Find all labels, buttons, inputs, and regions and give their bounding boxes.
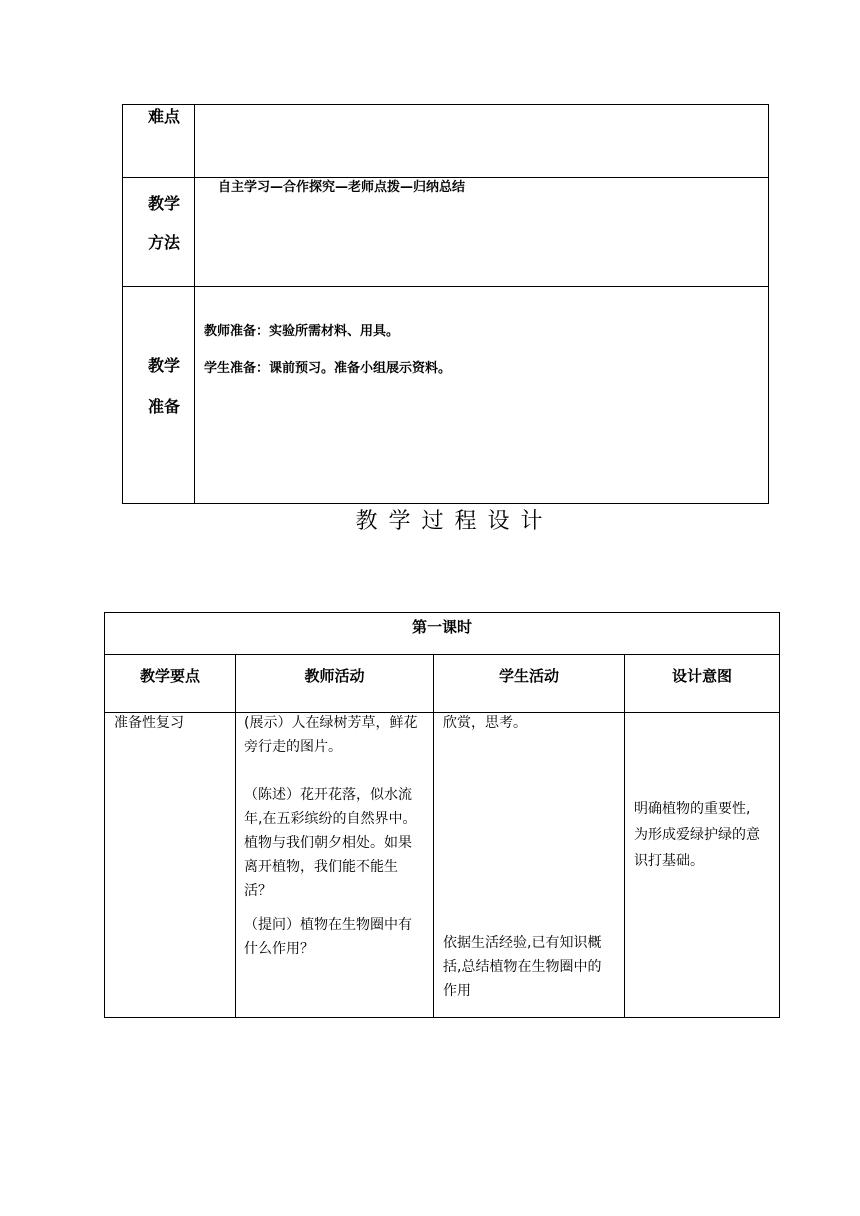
teacher-line: 旁行走的图片。 — [244, 739, 342, 755]
header-student-activity: 学生活动 — [498, 667, 559, 685]
teacher-line: （提问）植物在生物圈中有 — [244, 917, 412, 933]
table-border-top — [122, 104, 769, 105]
header-design-intent: 设计意图 — [671, 667, 732, 685]
student-activity-top: 欣赏，思考。 — [443, 715, 527, 731]
teaching-point-cell: 准备性复习 — [114, 715, 184, 731]
table-row-divider — [122, 177, 769, 178]
teacher-prep-text: 教师准备：实验所需材料、用具。 — [204, 324, 400, 339]
row-label-prep-line1: 教学 — [148, 356, 181, 375]
student-prep-text: 学生准备：课前预习。准备小组展示资料。 — [204, 361, 452, 376]
intent-line: 识打基础。 — [634, 853, 704, 869]
teacher-line: 什么作用？ — [244, 941, 314, 957]
table-column-divider — [624, 654, 625, 1018]
teacher-activity-cell — [244, 713, 430, 963]
header-teacher-activity: 教师活动 — [304, 667, 365, 685]
header-teaching-point: 教学要点 — [139, 667, 200, 685]
table-border-bottom — [122, 503, 769, 504]
table-border-right — [768, 104, 769, 504]
method-content: 自主学习—合作探究—老师点拨—归纳总结 — [218, 180, 466, 195]
row-label-prep-line2: 准备 — [148, 397, 181, 416]
intent-line: 为形成爱绿护绿的意 — [634, 827, 760, 843]
table-column-divider — [235, 654, 236, 1018]
table-border-bottom — [104, 1017, 780, 1018]
table-column-divider — [433, 654, 434, 1018]
table-row-divider — [104, 654, 780, 655]
table-border-right — [779, 612, 780, 1018]
table-border-top — [104, 612, 780, 613]
teacher-line: 离开植物，我们能不能生 — [244, 859, 398, 875]
section-title: 教 学 过 程 设 计 — [355, 509, 545, 534]
teacher-line: （陈述）花开花落，似水流 — [244, 787, 412, 803]
design-intent-cell — [634, 799, 778, 877]
table-row-divider — [104, 712, 780, 713]
table-row-divider — [122, 286, 769, 287]
table-column-divider — [194, 104, 195, 504]
student-line: 括,总结植物在生物圈中的 — [443, 959, 602, 975]
intent-line: 明确植物的重要性, — [634, 801, 751, 817]
row-label-difficulty: 难点 — [148, 107, 181, 126]
row-label-method-line1: 教学 — [148, 194, 181, 213]
teacher-line: 植物与我们朝夕相处。如果 — [244, 835, 412, 851]
teacher-line: (展示）人在绿树芳草，鲜花 — [244, 715, 418, 731]
student-activity-bottom — [443, 933, 623, 1005]
table-border-left — [122, 104, 123, 504]
student-line: 作用 — [443, 983, 471, 999]
student-line: 依据生活经验,已有知识概 — [443, 935, 602, 951]
table-caption: 第一课时 — [411, 618, 472, 636]
teacher-line: 活？ — [244, 883, 272, 899]
row-label-method-line2: 方法 — [148, 233, 181, 252]
teacher-line: 年,在五彩缤纷的自然界中。 — [244, 811, 417, 827]
